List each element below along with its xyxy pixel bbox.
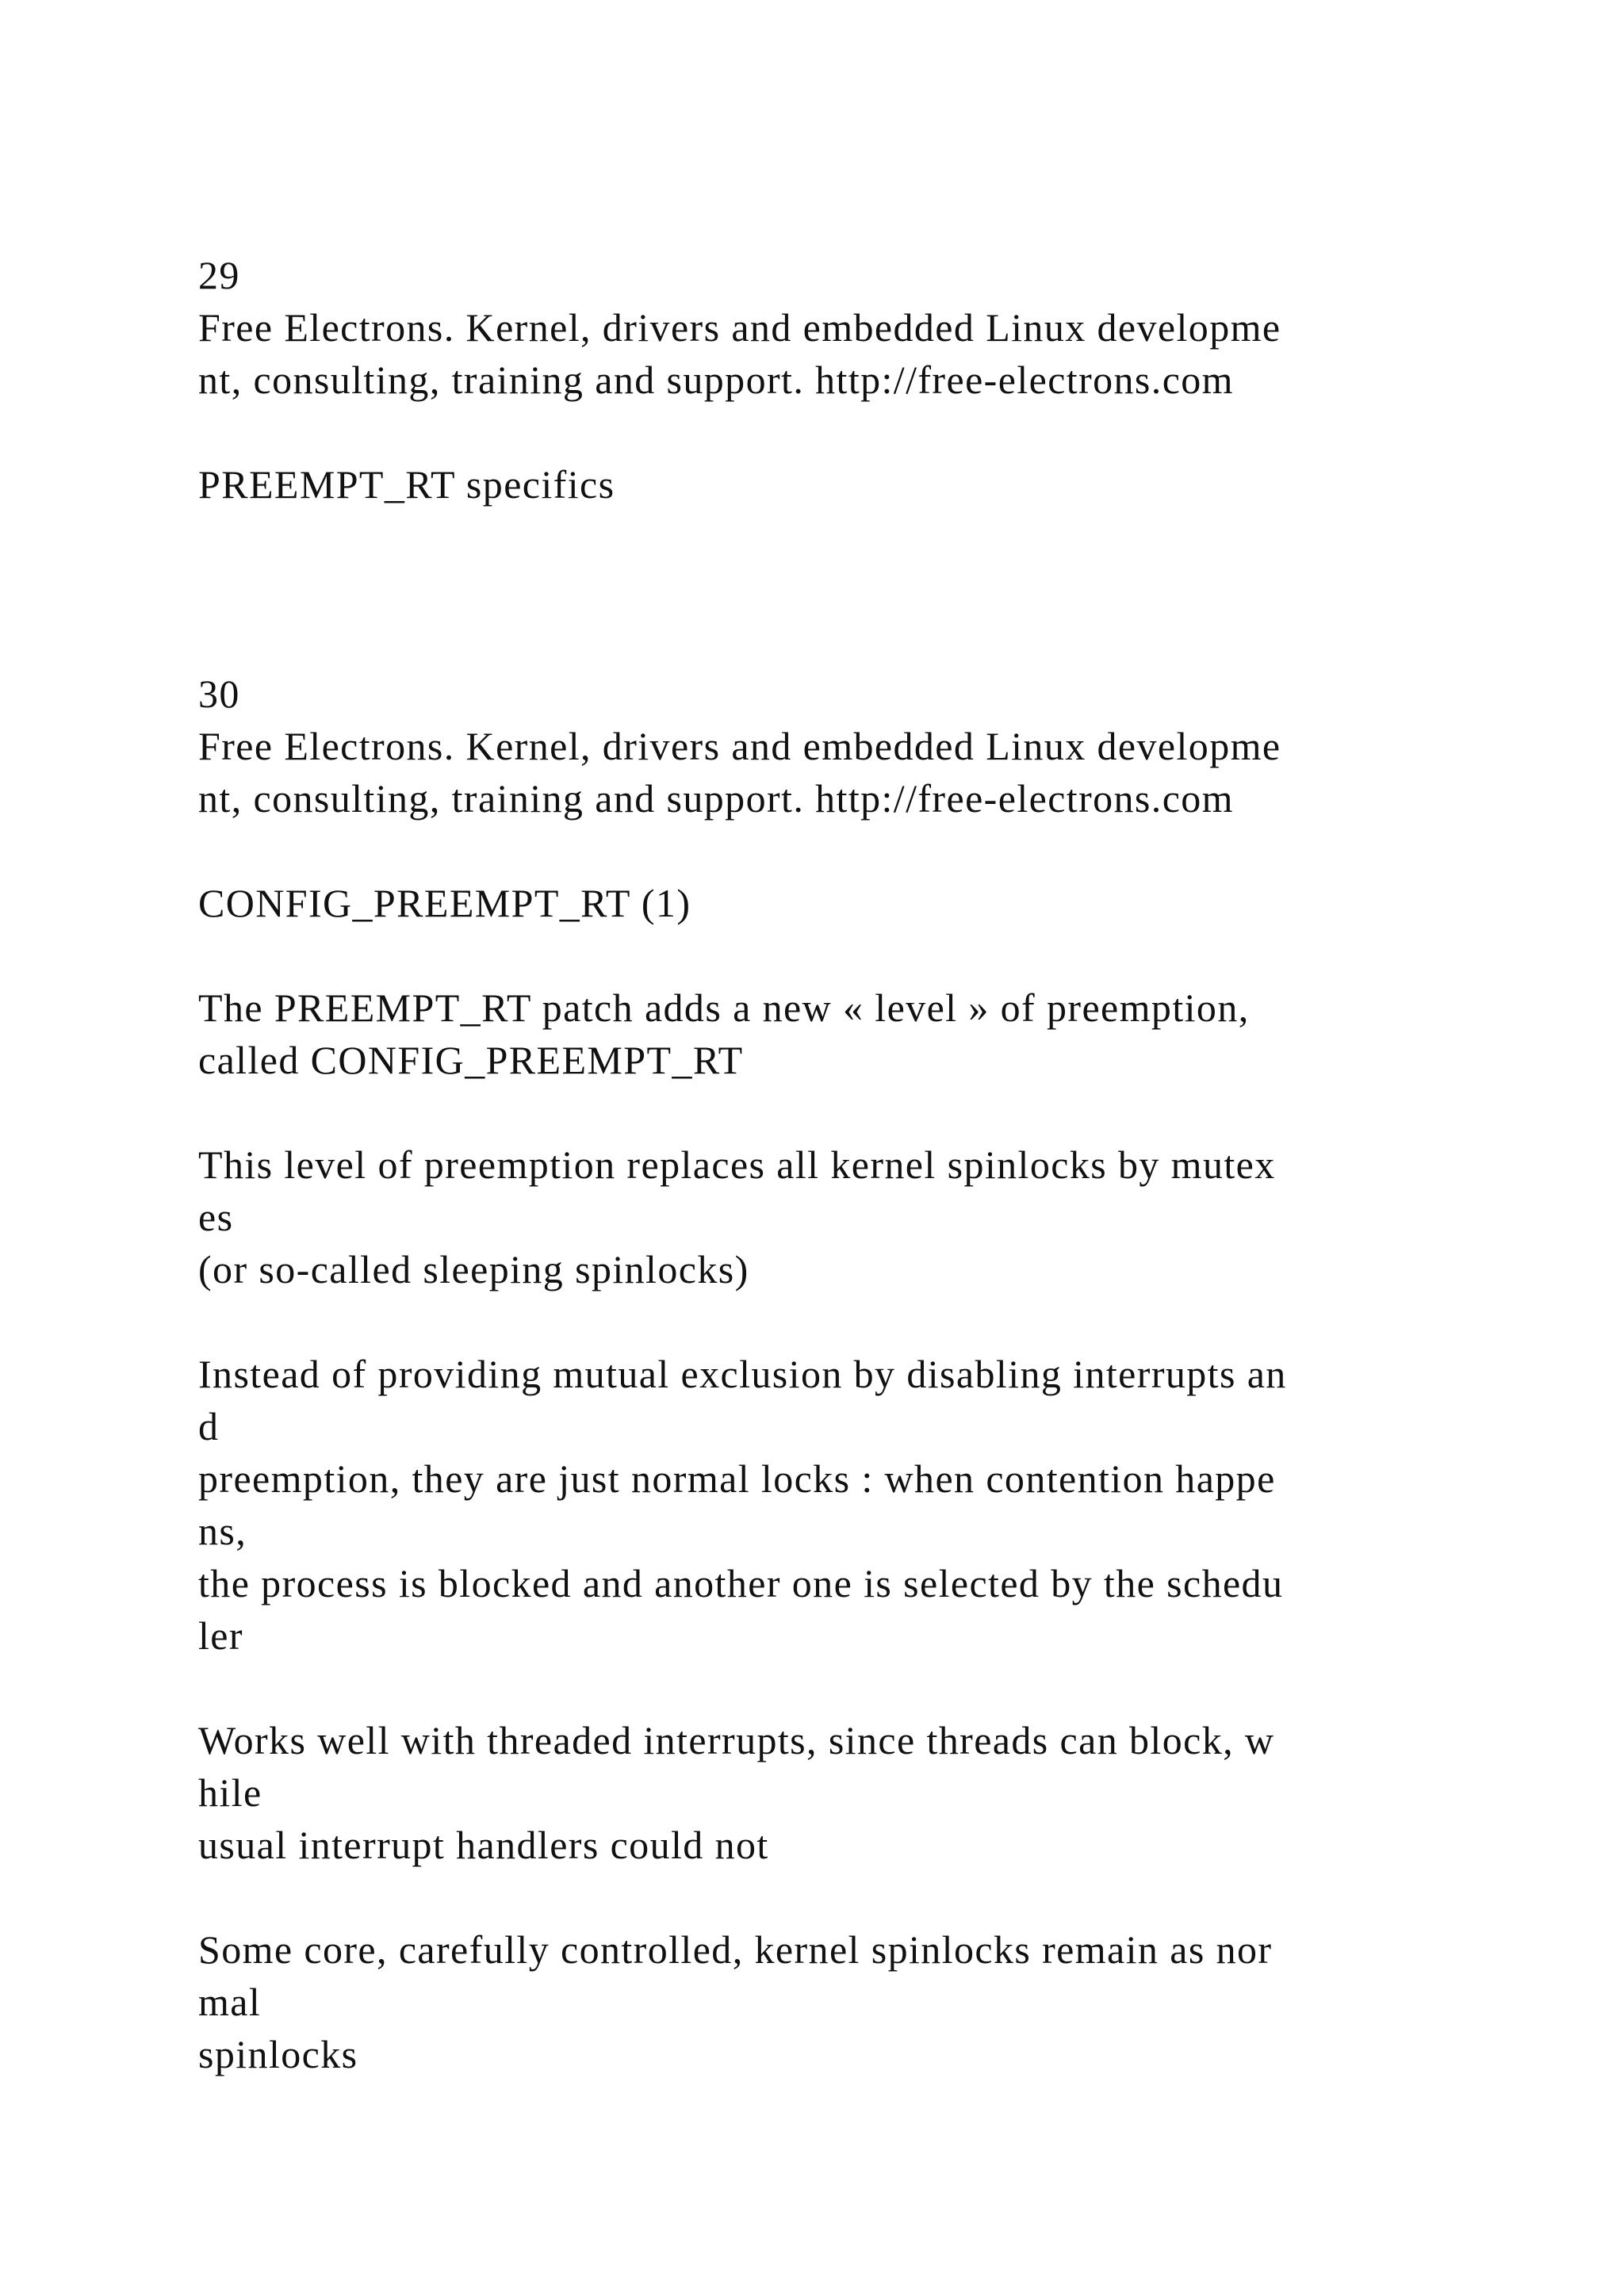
footer-line: Free Electrons. Kernel, drivers and embedded Linux developme (198, 724, 1281, 768)
body-line: Works well with threaded interrupts, since threads can block, w (198, 1718, 1275, 1762)
body-line: The PREEMPT_RT patch adds a new « level » of preemption, (198, 985, 1250, 1030)
body-line: (or so-called sleeping spinlocks) (198, 1247, 749, 1292)
body-line: es (198, 1195, 234, 1239)
slide-title: PREEMPT_RT specifics (198, 462, 615, 507)
body-line: d (198, 1404, 220, 1448)
slide-number: 29 (198, 253, 240, 297)
footer-line: nt, consulting, training and support. http://free-electrons.com (198, 358, 1234, 402)
body-line: the process is blocked and another one is selected by the schedu (198, 1561, 1284, 1605)
footer-line: nt, consulting, training and support. http://free-electrons.com (198, 776, 1234, 821)
body-line: spinlocks (198, 2032, 358, 2076)
body-line: This level of preemption replaces all kernel spinlocks by mutex (198, 1142, 1276, 1187)
slide-title: CONFIG_PREEMPT_RT (1) (198, 881, 691, 925)
body-line: called CONFIG_PREEMPT_RT (198, 1038, 744, 1082)
body-line: ler (198, 1613, 243, 1658)
body-line: ns, (198, 1509, 247, 1553)
footer-line: Free Electrons. Kernel, drivers and embedded Linux developme (198, 305, 1281, 350)
body-line: Some core, carefully controlled, kernel spinlocks remain as nor (198, 1927, 1273, 1972)
body-line: preemption, they are just normal locks : when contention happe (198, 1456, 1276, 1501)
body-line: hile (198, 1770, 262, 1815)
slide-number: 30 (198, 672, 240, 716)
body-line: usual interrupt handlers could not (198, 1823, 769, 1867)
body-line: Instead of providing mutual exclusion by disabling interrupts an (198, 1352, 1287, 1396)
body-line: mal (198, 1980, 262, 2024)
